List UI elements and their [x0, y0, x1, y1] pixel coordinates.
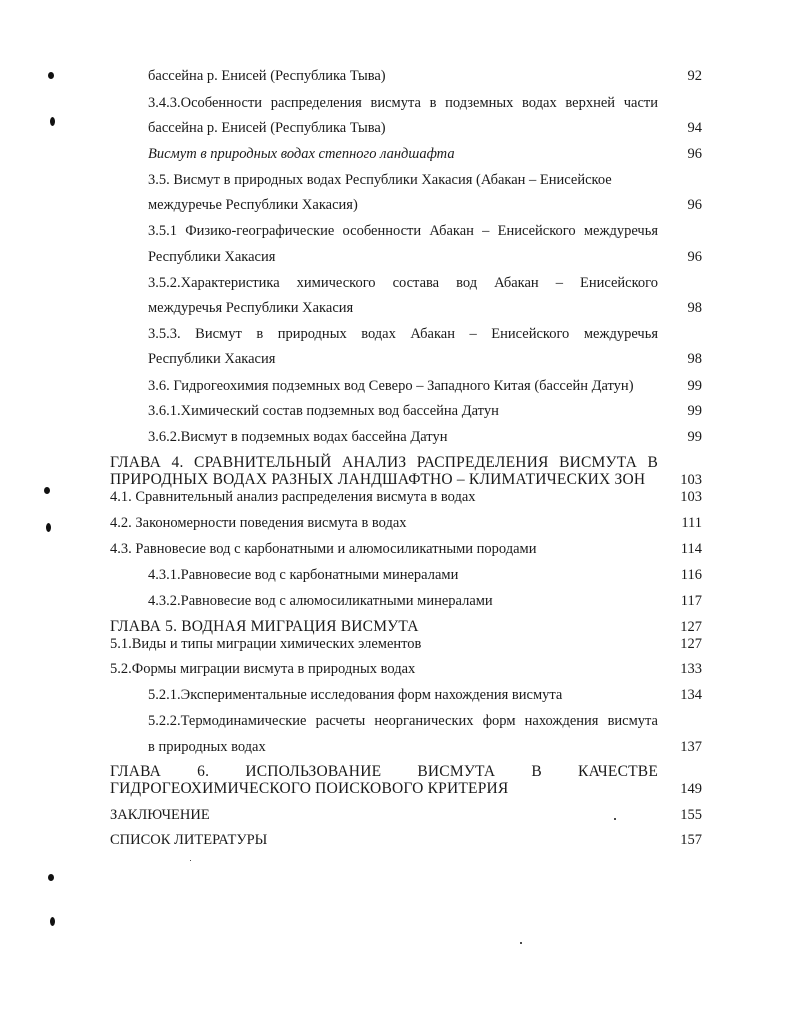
- toc-entry-text: 3.6. Гидрогеохимия подземных вод Северо – Западного Китая (бассейн Датун): [148, 378, 634, 394]
- chapter-heading: ГЛАВА 5. ВОДНАЯ МИГРАЦИЯ ВИСМУТА: [110, 618, 419, 635]
- toc-entry-text: 4.3. Равновесие вод с карбонатными и алюмосиликатными породами: [110, 541, 537, 557]
- chapter-heading: ГЛАВА 6. ИСПОЛЬЗОВАНИЕ ВИСМУТА В КАЧЕСТВЕ: [110, 763, 658, 780]
- toc-entry-text: СПИСОК ЛИТЕРАТУРЫ: [110, 832, 268, 848]
- toc-entry-text: 5.1.Виды и типы миграции химических элементов: [110, 636, 422, 652]
- toc-entry-text: междуречье Республики Хакасия): [148, 197, 358, 213]
- scan-speck: [46, 523, 51, 532]
- scan-speck: [48, 72, 54, 79]
- toc-page-number: 117: [680, 593, 702, 609]
- toc-page-number: 134: [680, 687, 702, 703]
- toc-entry-text: 4.3.2.Равновесие вод с алюмосиликатными минералами: [148, 593, 493, 609]
- chapter-heading: ГИДРОГЕОХИМИЧЕСКОГО ПОИСКОВОГО КРИТЕРИЯ: [110, 780, 509, 797]
- toc-entry-text: 4.1. Сравнительный анализ распределения висмута в водах: [110, 489, 476, 505]
- toc-page-number: 92: [687, 68, 702, 84]
- toc-page-number: 96: [687, 197, 702, 213]
- scan-speck: [50, 917, 55, 926]
- toc-entry-text: 3.4.3.Особенности распределения висмута в подземных водах верхней части: [148, 95, 658, 111]
- scan-speck: [44, 487, 50, 494]
- toc-page-number: 114: [680, 541, 702, 557]
- scan-speck: [614, 818, 616, 820]
- toc-page-number: 116: [680, 567, 702, 583]
- toc-page-number: 133: [680, 661, 702, 677]
- chapter-heading: ПРИРОДНЫХ ВОДАХ РАЗНЫХ ЛАНДШАФТНО – КЛИМАТИЧЕСКИХ ЗОН: [110, 471, 646, 488]
- toc-entry-text: бассейна р. Енисей (Республика Тыва): [148, 68, 386, 84]
- toc-entry-text: 5.2.Формы миграции висмута в природных водах: [110, 661, 416, 677]
- toc-page-number: 94: [687, 120, 702, 136]
- toc-page-number: 96: [687, 249, 702, 265]
- toc-page-number: 103: [680, 472, 702, 488]
- toc-page-number: 149: [680, 781, 702, 797]
- toc-entry-text: междуречья Республики Хакасия: [148, 300, 354, 316]
- toc-page-number: 99: [687, 378, 702, 394]
- scan-speck: [48, 874, 54, 881]
- scan-speck: [50, 117, 55, 126]
- toc-page-number: 137: [680, 739, 702, 755]
- toc-page-number: 127: [680, 636, 702, 652]
- toc-page-number: 103: [680, 489, 702, 505]
- toc-entry-text: 5.2.2.Термодинамические расчеты неорганических форм нахождения висмута: [148, 713, 658, 729]
- toc-entry-text: 4.3.1.Равновесие вод с карбонатными минералами: [148, 567, 459, 583]
- toc-entry-text: в природных водах: [148, 739, 266, 755]
- toc-entry-text: ЗАКЛЮЧЕНИЕ: [110, 807, 210, 823]
- toc-entry-text: 5.2.1.Экспериментальные исследования форм нахождения висмута: [148, 687, 563, 703]
- toc-page-number: 96: [687, 146, 702, 162]
- toc-entry-text: Республики Хакасия: [148, 249, 276, 265]
- toc-entry-text: 4.2. Закономерности поведения висмута в водах: [110, 515, 407, 531]
- toc-entry-text: бассейна р. Енисей (Республика Тыва): [148, 120, 386, 136]
- toc-page-number: 99: [687, 403, 702, 419]
- chapter-heading: ГЛАВА 4. СРАВНИТЕЛЬНЫЙ АНАЛИЗ РАСПРЕДЕЛЕНИЯ ВИСМУТА В: [110, 454, 658, 471]
- toc-entry-text: 3.6.2.Висмут в подземных водах бассейна Датун: [148, 429, 448, 445]
- toc-entry-text: Висмут в природных водах степного ландшафта: [148, 146, 455, 162]
- toc-page-number: 98: [687, 351, 702, 367]
- scan-speck: [190, 860, 191, 861]
- toc-page-number: 99: [687, 429, 702, 445]
- toc-page-number: 98: [687, 300, 702, 316]
- toc-page-number: 111: [681, 515, 702, 531]
- scan-speck: [520, 942, 522, 944]
- toc-page-number: 157: [680, 832, 702, 848]
- toc-page-number: 127: [680, 619, 702, 635]
- toc-page-number: 155: [680, 807, 702, 823]
- toc-entry-text: Республики Хакасия: [148, 351, 276, 367]
- toc-entry-text: 3.5. Висмут в природных водах Республики Хакасия (Абакан – Енисейское: [148, 172, 612, 188]
- toc-entry-text: 3.6.1.Химический состав подземных вод бассейна Датун: [148, 403, 499, 419]
- toc-entry-text: 3.5.3. Висмут в природных водах Абакан – Енисейского междуречья: [148, 326, 658, 342]
- toc-entry-text: 3.5.1 Физико-географические особенности Абакан – Енисейского междуречья: [148, 223, 658, 239]
- toc-entry-text: 3.5.2.Характеристика химического состава вод Абакан – Енисейского: [148, 275, 658, 291]
